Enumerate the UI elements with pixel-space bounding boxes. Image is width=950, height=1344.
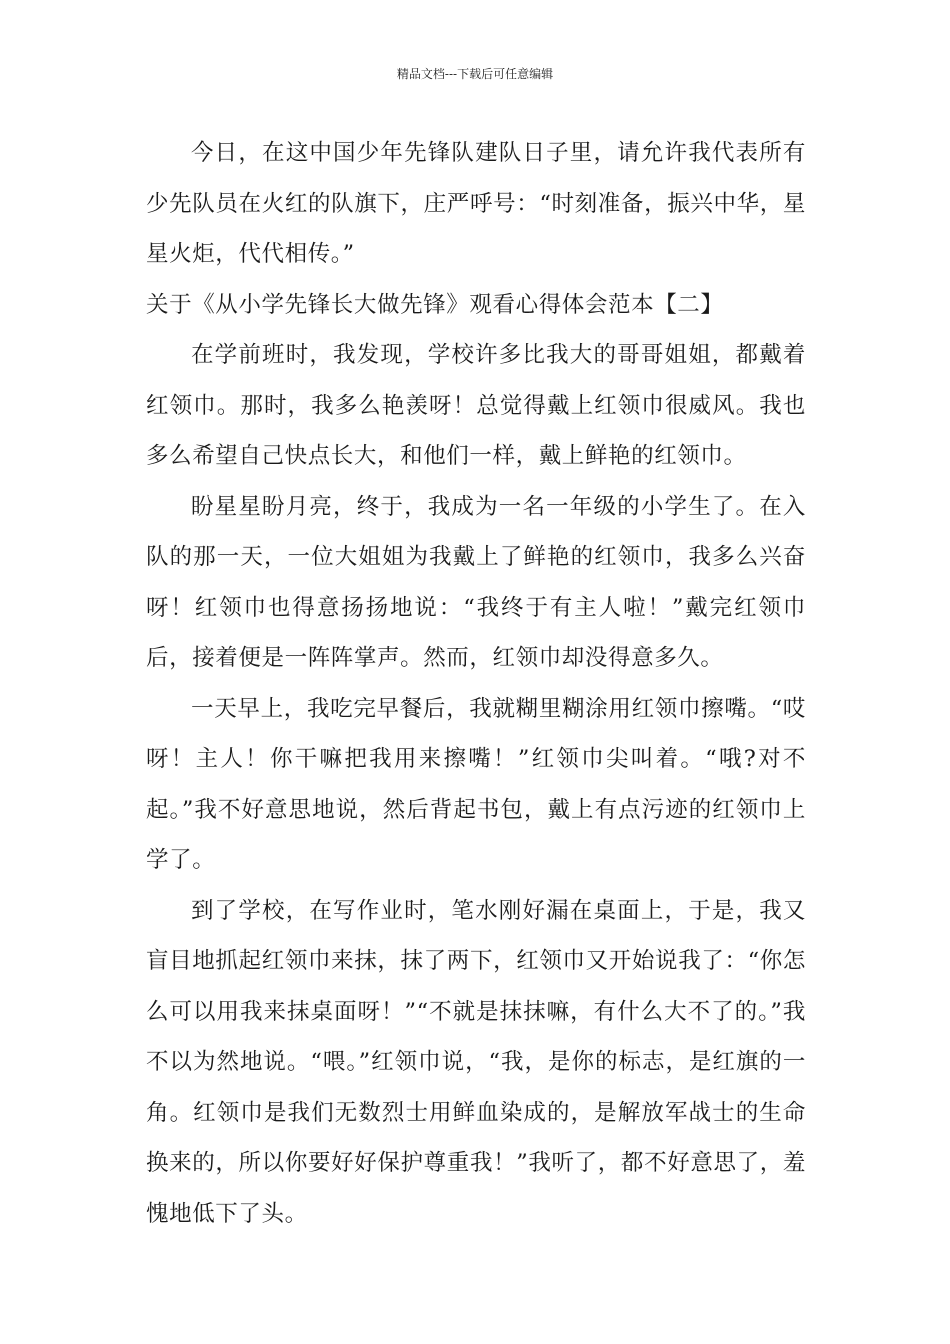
section-heading: 关于《从小学先锋长大做先锋》观看心得体会范本【二】 — [146, 291, 724, 318]
paragraph-school-desk: 到了学校，在写作业时，笔水刚好漏在桌面上，于是，我又盲目地抓起红领巾来抹，抹了两下，红领巾又开始说我了：“你怎么可以用我来抹桌面呀！”“不就是抹抹嘛，有什么大不了的。”我不以为然地说。“喂。”红领巾说，“我，是你的标志，是红旗的一角。红领巾是我们无数烈士用鲜血染成的，是解放军战士的生命换来的，所以你要好好保护尊重我！”我听了，都不好意思了，羞愧地低下了头。 — [146, 897, 806, 1227]
paragraph-joining-day: 盼星星盼月亮，终于，我成为一名一年级的小学生了。在入队的那一天，一位大姐姐为我戴上了鲜艳的红领巾，我多么兴奋呀！红领巾也得意扬扬地说：“我终于有主人啦！”戴完红领巾后，接着便是一阵阵掌声。然而，红领巾却没得意多久。 — [146, 493, 806, 671]
document-body — [146, 128, 806, 1239]
page-header: 精品文档---下载后可任意编辑 — [396, 67, 554, 81]
paragraph-intro-closing: 今日，在这中国少年先锋队建队日子里，请允许我代表所有少先队员在火红的队旗下，庄严呼号：“时刻准备，振兴中华，星星火炬，代代相传。” — [146, 140, 806, 267]
paragraph-breakfast: 一天早上，我吃完早餐后，我就糊里糊涂用红领巾擦嘴。“哎呀！主人！你干嘛把我用来擦嘴！”红领巾尖叫着。“哦?对不起。”我不好意思地说，然后背起书包，戴上有点污迹的红领巾上学了。 — [146, 695, 806, 873]
paragraph-preschool: 在学前班时，我发现，学校许多比我大的哥哥姐姐，都戴着红领巾。那时，我多么艳羡呀！总觉得戴上红领巾很威风。我也多么希望自己快点长大，和他们一样，戴上鲜艳的红领巾。 — [146, 342, 806, 469]
